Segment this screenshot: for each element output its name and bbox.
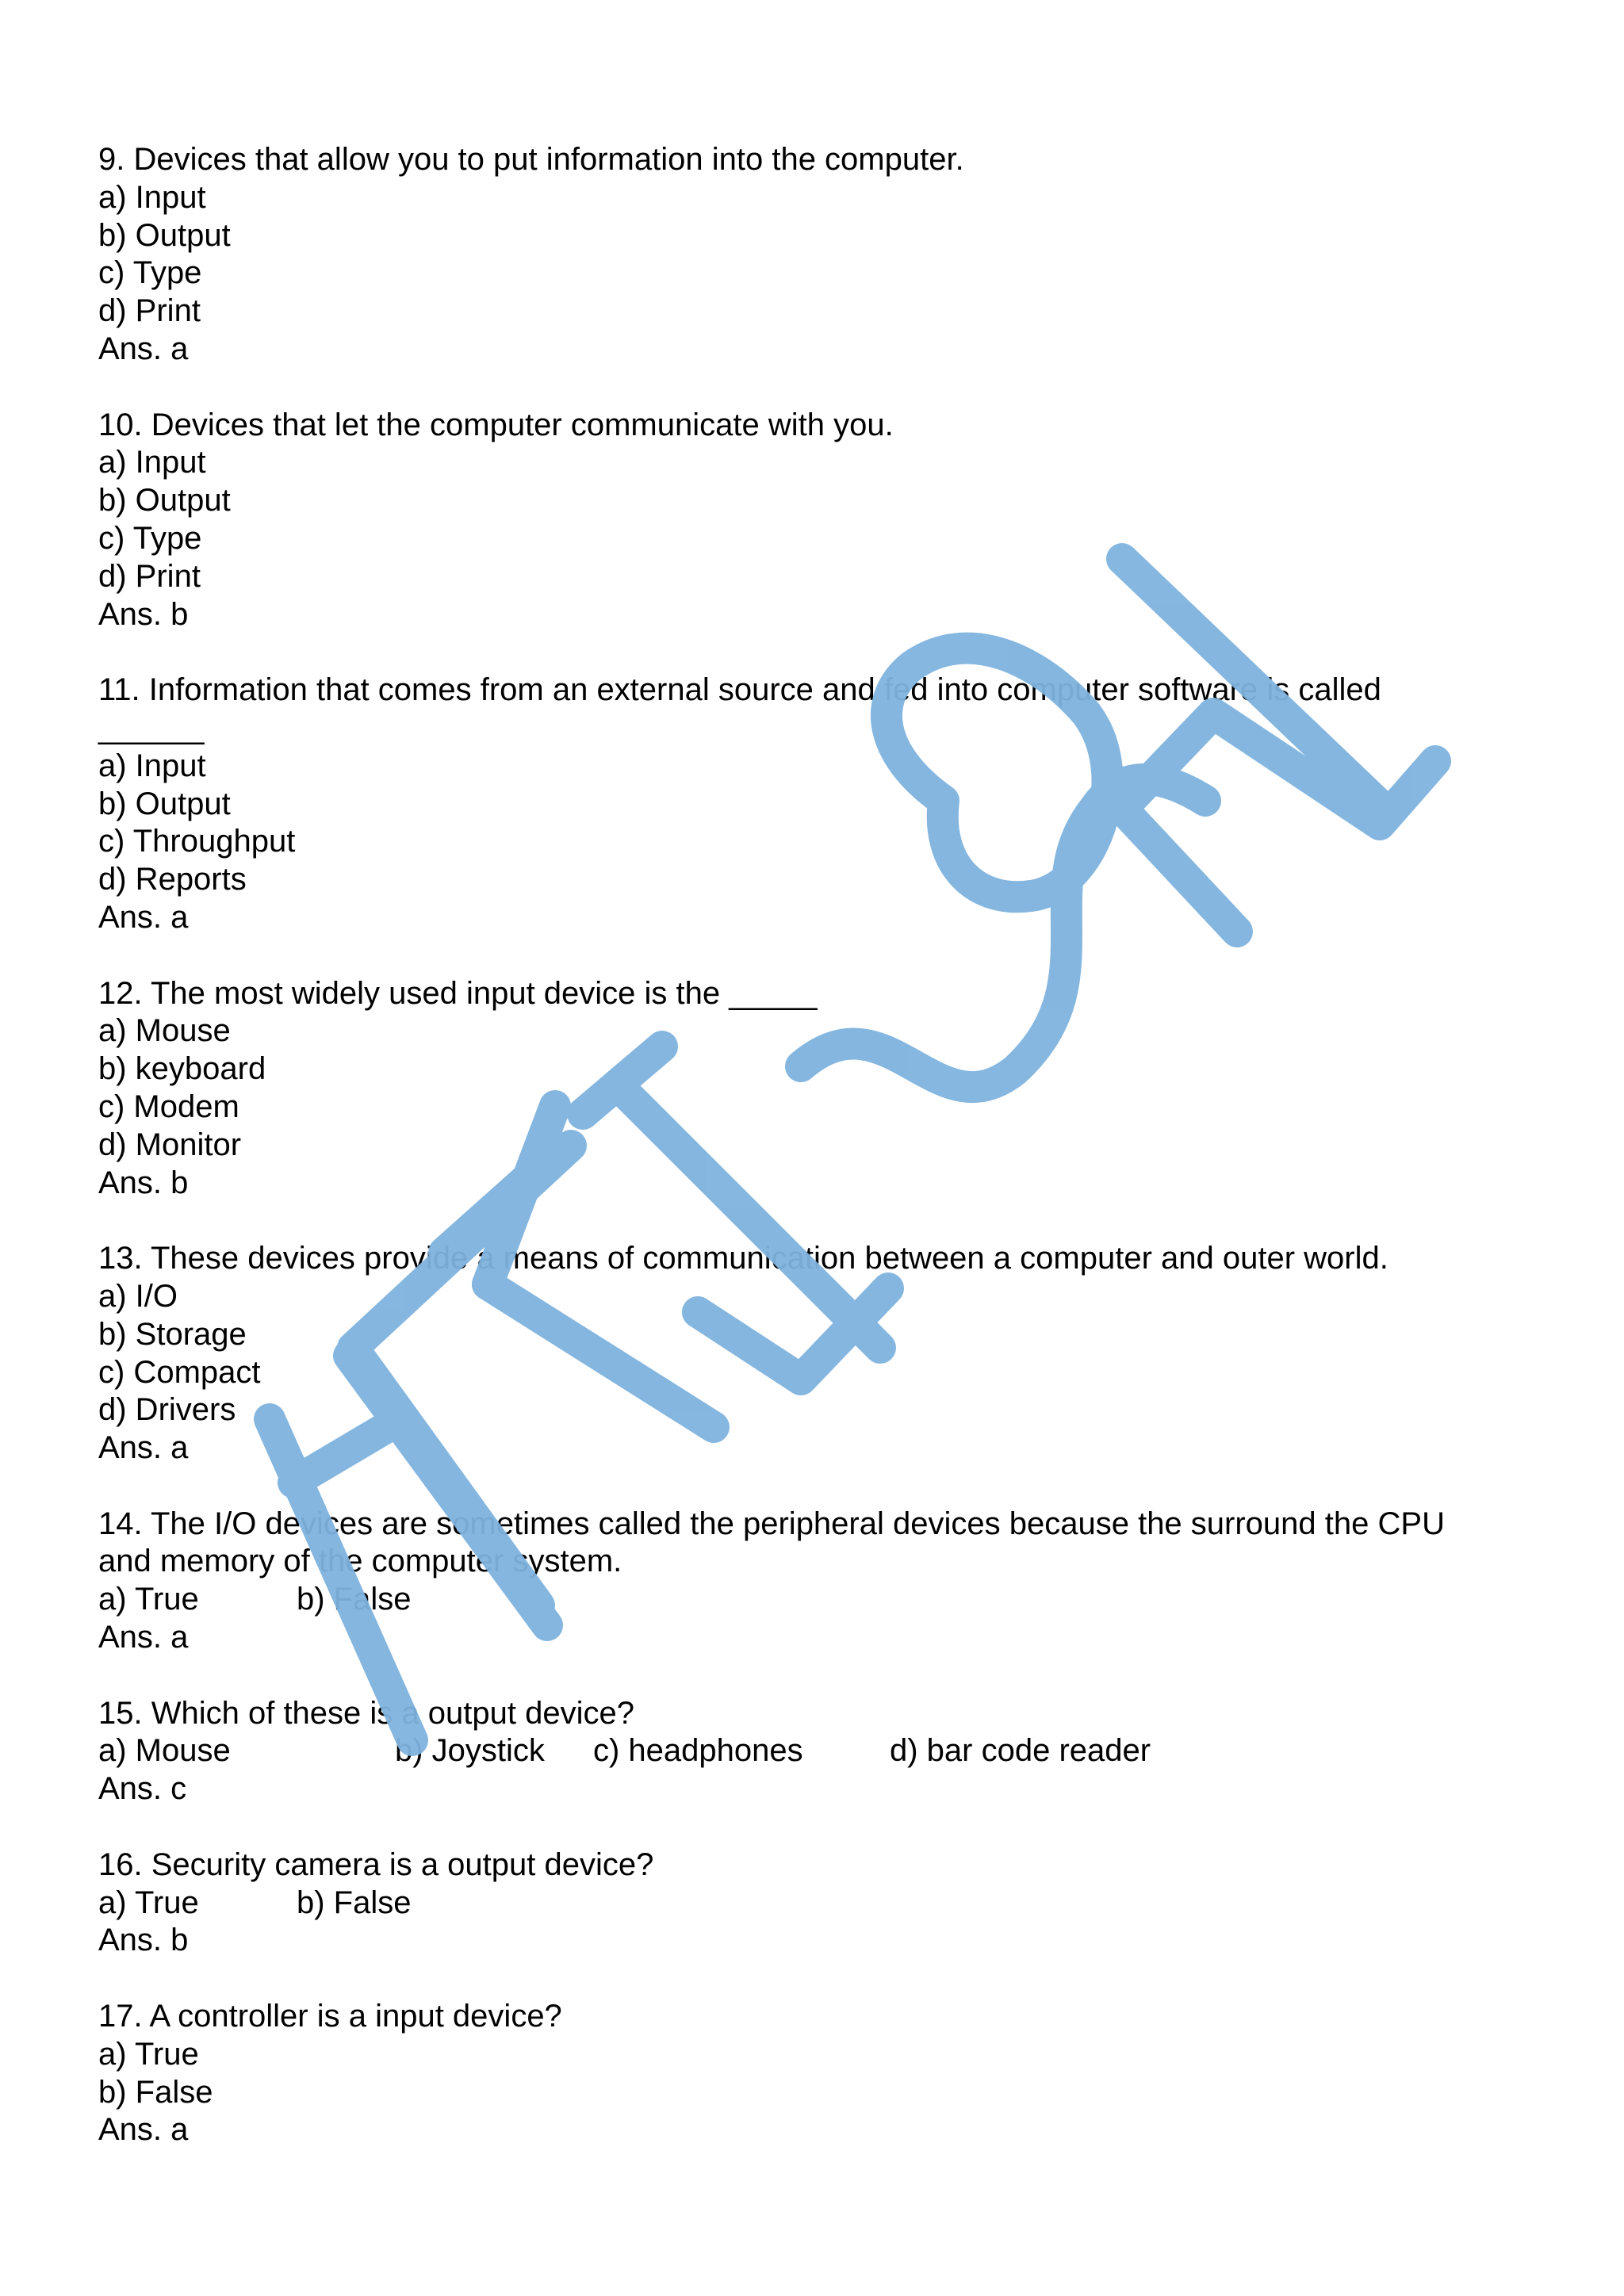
answer: Ans. a — [98, 1430, 189, 1466]
option: c) Type — [98, 520, 202, 556]
option-row — [98, 1732, 1526, 1770]
answer: Ans. b — [98, 1165, 189, 1200]
option: b) Output — [98, 217, 231, 253]
option: c) Type — [98, 255, 202, 291]
option: a) True — [98, 1582, 199, 1617]
question-block-10 — [98, 407, 1526, 634]
option: c) Throughput — [98, 824, 296, 859]
option: b) False — [297, 1885, 412, 1920]
option: a) I/O — [98, 1278, 178, 1314]
option: b) Output — [98, 483, 231, 519]
option: d) bar code reader — [890, 1733, 1151, 1769]
question-block-12 — [98, 975, 1526, 1203]
option: d) Monitor — [98, 1127, 242, 1162]
question-block-9 — [98, 141, 1526, 369]
question-text: 10. Devices that let the computer communicate with you. — [98, 407, 894, 442]
option: d) Reports — [98, 862, 247, 897]
option: d) Print — [98, 558, 201, 594]
option-row — [98, 1581, 1526, 1619]
option: b) keyboard — [98, 1051, 266, 1087]
option: a) Input — [98, 179, 206, 215]
option: a) True — [98, 2036, 199, 2072]
answer: Ans. a — [98, 899, 189, 935]
question-blank: ______ — [98, 710, 205, 745]
answer: Ans. b — [98, 1923, 189, 1958]
option: d) Drivers — [98, 1392, 236, 1428]
answer: Ans. a — [98, 1620, 189, 1655]
question-text: 15. Which of these is a output device? — [98, 1695, 634, 1731]
question-block-13 — [98, 1240, 1526, 1468]
option: a) True — [98, 1885, 199, 1920]
question-text: 11. Information that comes from an external source and fed into computer software is called — [98, 672, 1381, 708]
option: a) Input — [98, 445, 206, 480]
question-text: 14. The I/O devices are sometimes called the peripheral devices because the surround the CPU — [98, 1506, 1445, 1541]
option: a) Mouse — [98, 1013, 231, 1049]
option-row — [98, 1885, 1526, 1923]
question-text: 17. A controller is a input device? — [98, 1999, 562, 2034]
answer: Ans. c — [98, 1771, 187, 1807]
option: b) Storage — [98, 1316, 247, 1352]
option: c) Modem — [98, 1089, 239, 1124]
question-block-14 — [98, 1506, 1526, 1657]
option: b) Output — [98, 786, 231, 821]
option: a) Mouse — [98, 1733, 231, 1769]
option: b) False — [297, 1582, 412, 1617]
question-list — [98, 141, 1526, 2187]
option: c) Compact — [98, 1354, 261, 1390]
question-block-17 — [98, 1998, 1526, 2149]
question-text: 12. The most widely used input device is the _____ — [98, 975, 818, 1011]
question-block-16 — [98, 1846, 1526, 1960]
option: c) headphones — [593, 1733, 803, 1769]
question-text: 13. These devices provide a means of communication between a computer and outer world. — [98, 1241, 1388, 1276]
option: b) Joystick — [395, 1733, 545, 1769]
question-text: 16. Security camera is a output device? — [98, 1846, 654, 1882]
question-text-continued: and memory of the computer system. — [98, 1544, 622, 1579]
option: b) False — [98, 2074, 213, 2110]
option: d) Print — [98, 293, 201, 329]
question-text: 9. Devices that allow you to put information into the computer. — [98, 142, 964, 177]
answer: Ans. a — [98, 331, 189, 366]
question-block-11 — [98, 672, 1526, 937]
question-block-15 — [98, 1695, 1526, 1808]
option: a) Input — [98, 748, 206, 783]
answer: Ans. a — [98, 2112, 189, 2148]
answer: Ans. b — [98, 596, 189, 632]
